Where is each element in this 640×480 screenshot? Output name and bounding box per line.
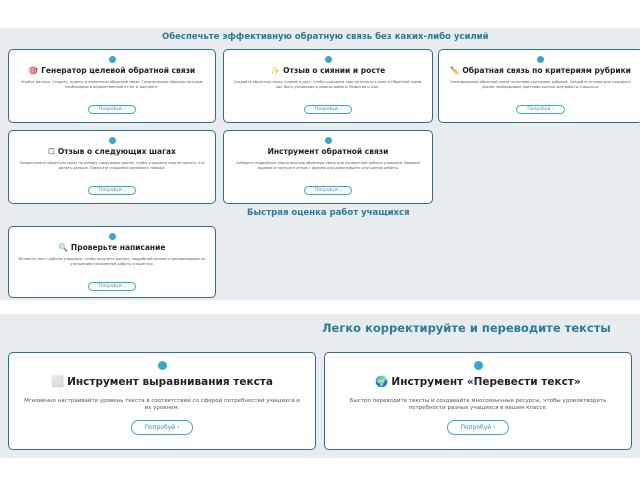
card-glow-and-grow[interactable]	[223, 49, 433, 123]
try-button[interactable]: Попробуй ›	[131, 420, 192, 435]
card-translate-text[interactable]	[324, 352, 632, 450]
card-title: ✏️ Обратная связь по критериям рубрики	[450, 66, 631, 75]
footsteps-icon: ☐	[48, 147, 55, 156]
section-heading-texts: Легко корректируйте и переводите тексты	[322, 321, 611, 335]
card-description: Создайте обратную связь Сияние и рост, чтобы учащиеся смогли понять в зоне и Обратной связи, как быть учениками в рамках работы Развитие и Шаг.	[233, 80, 423, 89]
card-feedback-tool[interactable]	[223, 130, 433, 204]
card-description: Генерирование обратной связи на основе критериев рубрики. Создайте отзывы для учащихся, указав необходимые критерии оценки для работы учащихся.	[449, 80, 632, 89]
card-title: 🔍 Проверьте написание	[58, 243, 166, 252]
card-title: 🎯 Генератор целевой обратной связи	[28, 66, 196, 75]
star-icon	[325, 137, 332, 144]
try-button[interactable]: Попробуй ›	[88, 105, 136, 114]
try-button[interactable]: Попробуй ›	[304, 105, 352, 114]
section-heading-assessment: Быстрая оценка работ учащихся	[247, 208, 410, 218]
card-description: Вставьте текст работы учащихся, чтобы получить оценку, подробный анализ и рекомендации по улучшению письменной работы учащегося.	[18, 257, 206, 266]
star-icon	[537, 56, 544, 63]
star-icon	[325, 56, 332, 63]
card-description: Соберите подробную персональную обратную связь для конкретной работы учащихся. Введите задание и получите отзыв с идеями для дальнейшего улучшения работы.	[235, 161, 421, 170]
card-title: ⬜ Инструмент выравнивания текста	[51, 376, 273, 388]
text-box-icon: ⬜	[51, 376, 65, 388]
card-rubric-feedback[interactable]	[438, 49, 640, 123]
card-targeted-feedback[interactable]	[8, 49, 216, 123]
card-title: ☐ Отзыв о следующих шагах	[48, 147, 176, 156]
card-title: 🌍 Инструмент «Перевести текст»	[375, 376, 581, 388]
section-heading-feedback: Обеспечьте эффективную обратную связь без каких-либо усилий	[162, 32, 489, 42]
feedback-section-panel	[0, 28, 640, 300]
card-description: Быстро переводите тексты и создавайте многоязычные ресурсы, чтобы удовлетворить потребности разных учащихся в вашем классе.	[349, 398, 607, 411]
card-text-leveling[interactable]	[8, 352, 316, 450]
try-button[interactable]: Попробуй ›	[516, 105, 564, 114]
try-button[interactable]: Попробуй ›	[447, 420, 508, 435]
try-button[interactable]: Попробуй ›	[88, 282, 136, 291]
star-icon	[109, 137, 116, 144]
try-button[interactable]: Попробуй ›	[88, 186, 136, 195]
card-next-steps[interactable]	[8, 130, 216, 204]
card-description: Предоставьте обратную связь по поводу следующих шагов, чтобы учащиеся смогли понять, что делать дальше. Помогите учащимся развивать навыки.	[19, 161, 205, 170]
pencil-icon: ✏️	[450, 66, 460, 75]
star-icon	[158, 361, 167, 370]
sparkle-icon: ✨	[270, 66, 281, 75]
try-button[interactable]: Попробуй ›	[304, 186, 352, 195]
card-title: ✨ Отзыв о сиянии и росте	[270, 66, 386, 75]
target-icon: 🎯	[28, 66, 39, 75]
card-description: Мгновенно настраивайте уровень текста в соответствии со сферой потребностей учащихся и их уровнем.	[24, 398, 300, 411]
card-title: Инструмент обратной связи	[267, 147, 389, 156]
texts-section-panel	[0, 314, 640, 458]
card-description: Упойте данных. Создать, оценку и изменение обратной связи. Тематические образцы которые необходимы в ведомственный отчет и документ.	[21, 80, 203, 89]
star-icon	[109, 233, 116, 240]
star-icon	[109, 56, 116, 63]
magnifier-icon: 🔍	[58, 243, 68, 252]
star-icon	[474, 361, 483, 370]
globe-icon: 🌍	[375, 376, 389, 388]
card-check-writing[interactable]	[8, 226, 216, 298]
